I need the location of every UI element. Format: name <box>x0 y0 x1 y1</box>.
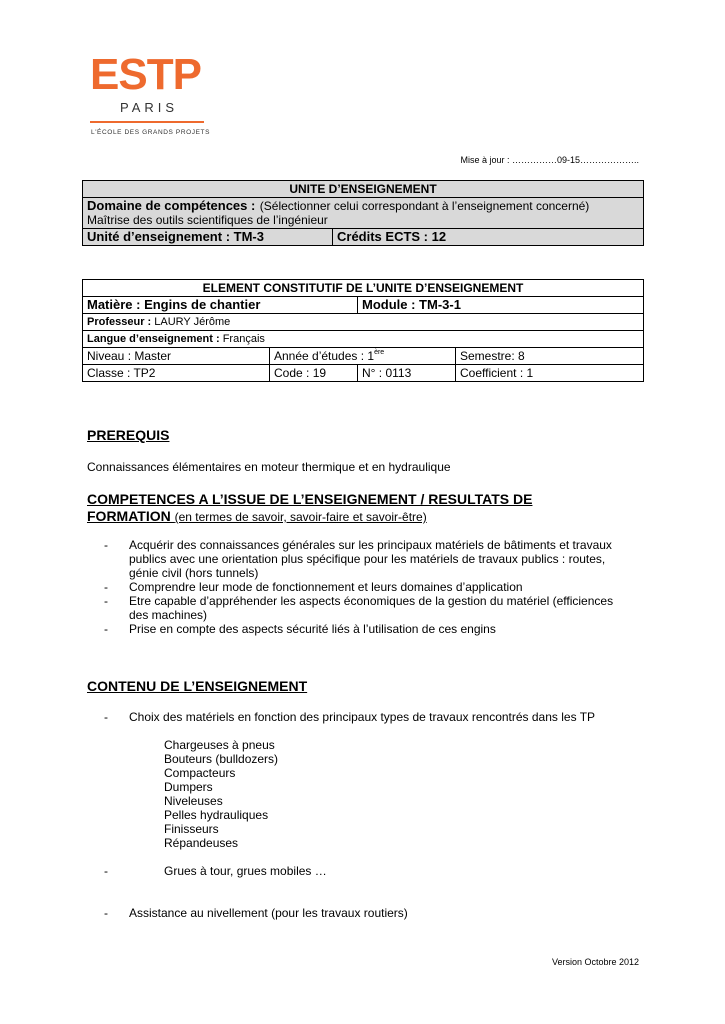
ecue-professor-value: LAURY Jérôme <box>154 316 231 328</box>
prerequis-title: PREREQUIS <box>87 427 170 443</box>
list-item <box>104 538 624 580</box>
logo-divider <box>90 121 204 123</box>
equipment-item: Niveleuses <box>164 794 223 808</box>
equipment-item: Répandeuses <box>164 836 239 850</box>
list-dash: - <box>104 864 108 878</box>
ue-domain-cell <box>83 198 644 229</box>
equipment-item: Bouteurs (bulldozers) <box>164 752 279 766</box>
list-dash: - <box>104 580 108 594</box>
ue-credits: Crédits ECTS : 12 <box>333 229 644 246</box>
contenu-title: CONTENU DE L’ENSEIGNEMENT <box>87 678 308 694</box>
ecue-table <box>82 279 644 382</box>
logo-tagline: L'ÉCOLE DES GRANDS PROJETS <box>91 129 211 136</box>
ecue-coefficient: Coefficient : 1 <box>456 365 644 382</box>
logo-brand: ESTP <box>90 50 201 99</box>
list-dash: - <box>104 594 108 608</box>
ecue-professor-cell <box>83 314 644 331</box>
ue-domain-hint: (Sélectionner celui correspondant à l’enseignement concerné) <box>259 199 590 213</box>
list-item-text: Prise en compte des aspects sécurité liés à l’utilisation de ces engins <box>129 622 496 636</box>
ue-unit: Unité d’enseignement : TM-3 <box>83 229 333 246</box>
contenu-section <box>87 678 307 695</box>
update-date: Mise à jour : ……………09-15……………….. <box>460 155 639 165</box>
list-item-text: Grues à tour, grues mobiles … <box>164 864 327 878</box>
equipment-list <box>164 738 278 850</box>
ue-domain-label: Domaine de compétences : <box>87 198 256 213</box>
list-item-text: Comprendre leur mode de fonctionnement et leurs domaines d’application <box>129 580 523 594</box>
equipment-item: Finisseurs <box>164 822 219 836</box>
list-item <box>104 580 624 594</box>
competences-title-line2: FORMATION <box>87 508 175 524</box>
ecue-language-label: Langue d’enseignement : <box>87 333 220 345</box>
list-item-text: Assistance au nivellement (pour les travaux routiers) <box>129 906 408 920</box>
ecue-semester: Semestre: 8 <box>456 348 644 365</box>
ecue-class: Classe : TP2 <box>83 365 270 382</box>
ecue-year-cell <box>270 348 456 365</box>
list-item-text: Etre capable d’appréhender les aspects économiques de la gestion du matériel (efficiences des machines) <box>129 594 614 622</box>
ue-table <box>82 180 644 246</box>
ue-table-header: UNITE D’ENSEIGNEMENT <box>83 181 644 198</box>
competences-list <box>104 538 624 636</box>
competences-subtitle: (en termes de savoir, savoir-faire et savoir-être) <box>174 510 427 524</box>
contenu-item-1 <box>104 710 624 724</box>
list-item <box>104 906 624 920</box>
ecue-table-header: ELEMENT CONSTITUTIF DE L’UNITE D’ENSEIGNEMENT <box>83 280 644 297</box>
ecue-professor-label: Professeur : <box>87 316 152 328</box>
list-item <box>104 710 624 724</box>
list-dash: - <box>104 622 108 636</box>
list-dash: - <box>104 538 108 552</box>
logo-city: PARIS <box>120 100 179 115</box>
equipment-item: Compacteurs <box>164 766 236 780</box>
ecue-code: Code : 19 <box>270 365 358 382</box>
equipment-item: Dumpers <box>164 780 213 794</box>
equipment-item: Chargeuses à pneus <box>164 738 275 752</box>
ecue-subject: Matière : Engins de chantier <box>83 297 358 314</box>
competences-title-line1: COMPETENCES A L’ISSUE DE L’ENSEIGNEMENT / RESULTATS DE <box>87 491 533 507</box>
ecue-module: Module : TM-3-1 <box>358 297 644 314</box>
ecue-year-sup: ère <box>374 349 385 356</box>
version-footer: Version Octobre 2012 <box>551 957 639 967</box>
contenu-item-2 <box>104 864 327 878</box>
list-item <box>104 622 624 636</box>
prerequis-text: Connaissances élémentaires en moteur thermique et en hydraulique <box>87 460 451 474</box>
ecue-year: Année d’études : 1 <box>274 349 375 363</box>
ecue-language-value: Français <box>222 333 265 345</box>
ecue-language-cell <box>83 331 644 348</box>
estp-logo <box>88 50 213 145</box>
equipment-item: Pelles hydrauliques <box>164 808 269 822</box>
contenu-item-3 <box>104 906 624 920</box>
ecue-number: N° : 0113 <box>358 365 456 382</box>
list-item-text: Acquérir des connaissances générales sur les principaux matériels de bâtiments et travaux publics avec une orientation plus spécifique pour les matériels de travaux publics : routes, génie civil (hors tunnels) <box>129 538 612 580</box>
competences-title <box>87 491 627 526</box>
list-dash: - <box>104 906 108 920</box>
list-item <box>104 594 624 622</box>
list-item-text: Choix des matériels en fonction des principaux types de travaux rencontrés dans les TP <box>129 710 596 724</box>
competences-section <box>87 491 627 526</box>
list-dash: - <box>104 710 108 724</box>
ue-domain-value: Maîtrise des outils scientifiques de l’ingénieur <box>87 213 328 227</box>
prerequis-section <box>87 427 169 444</box>
ecue-level: Niveau : Master <box>83 348 270 365</box>
